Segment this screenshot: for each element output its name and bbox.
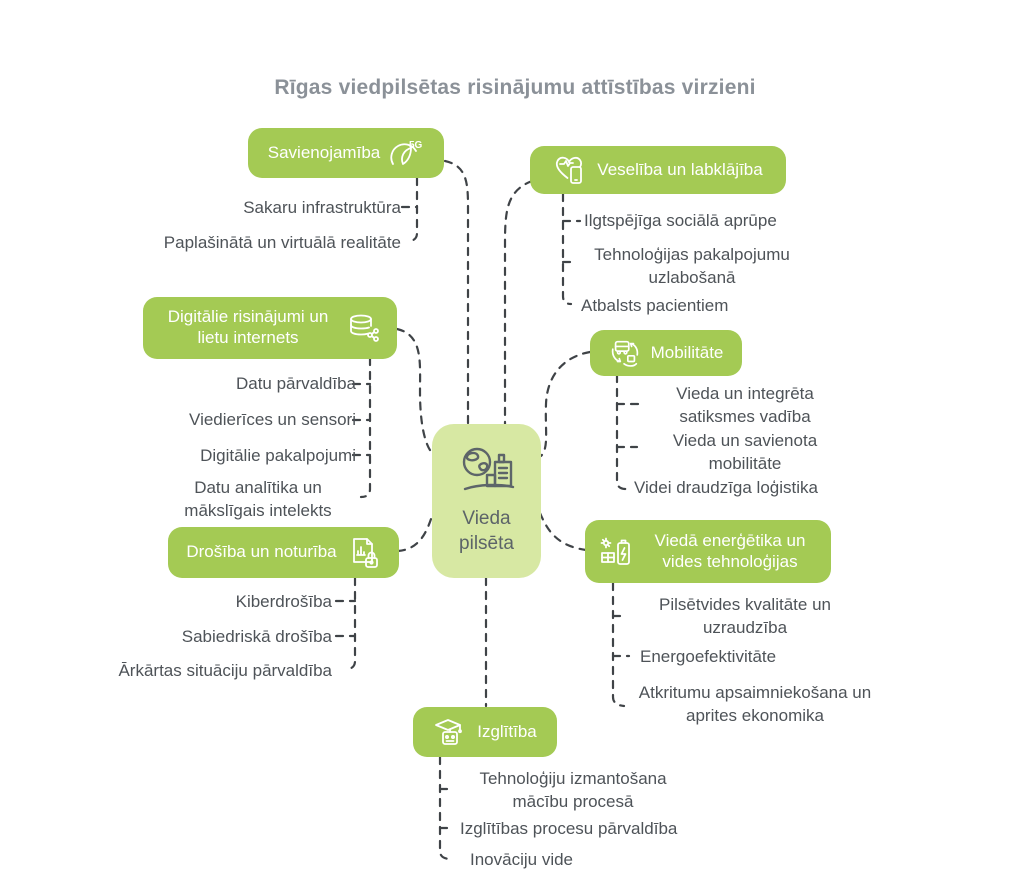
database-network-icon — [347, 312, 381, 344]
branch-label-savienojamiba: Savienojamība — [267, 142, 381, 162]
connector-izglitiba-items — [440, 757, 451, 859]
connector-drosiba-center — [398, 513, 433, 551]
item-sabiedriska-drosiba: Sabiedriskā drošība — [181, 627, 332, 646]
5g-gauge-icon — [390, 137, 424, 169]
item-inovaciju-vide: Inovāciju vide — [470, 850, 574, 869]
branch-label-mobilitate: Mobilitāte — [650, 342, 724, 362]
item-paplasinata-realitate: Paplašinātā un virtuālā realitāte — [163, 233, 401, 252]
center-node-vieda-pilseta — [432, 424, 541, 578]
branch-node-savienojamiba — [248, 128, 444, 178]
item-atkritumu-apsaimniekosana: Atkritumu apsaimniekošana un aprites ekonomika — [638, 683, 872, 725]
heart-phone-icon — [553, 154, 587, 186]
branch-node-drosiba — [168, 527, 399, 578]
item-kiberdrosiba: Kiberdrošība — [235, 592, 332, 611]
branch-node-energetika — [585, 520, 831, 583]
document-lock-icon — [347, 537, 381, 569]
connector-digitalie-items — [361, 358, 370, 497]
item-datu-analitika: Datu analītika un mākslīgais intelekts — [184, 478, 332, 520]
item-energoefektivitate: Energoefektivitāte — [640, 647, 777, 666]
item-digitalie-pakalpojumi: Digitālie pakalpojumi — [200, 446, 356, 465]
branch-node-veseliba — [530, 146, 786, 194]
page-title: Rīgas viedpilsētas risinājumu attīstības virzieni — [274, 76, 756, 99]
branch-label-energetika: Viedā enerģētika un vides tehnoloģijas — [654, 530, 806, 571]
branch-label-drosiba: Drošība un noturība — [186, 542, 337, 562]
item-savienota-mobilitate: Vieda un savienota mobilitāte — [672, 431, 818, 473]
item-sakaru-infrastruktura: Sakaru infrastruktūra — [243, 198, 401, 217]
connector-savienojamiba-center — [445, 161, 468, 424]
item-atbalsts-pacientiem: Atbalsts pacientiem — [581, 296, 729, 315]
branch-label-izglitiba: Izglītība — [477, 721, 537, 741]
connector-mobilitate-items — [617, 375, 626, 489]
item-arkartas-situacijas: Ārkārtas situāciju pārvaldība — [118, 661, 332, 680]
globe-city-icon — [455, 445, 519, 501]
connector-veseliba-center — [505, 181, 532, 424]
connector-veseliba-items — [563, 194, 571, 304]
item-viedierices-sensori: Viedierīces un sensori — [189, 410, 356, 429]
connector-drosiba-items — [346, 578, 355, 669]
branch-label-veseliba: Veselība un labklājība — [597, 159, 763, 179]
branch-node-mobilitate — [590, 330, 742, 376]
bus-sharing-icon — [609, 338, 641, 368]
item-tehnologiju-izmantosana: Tehnoloģiju izmantošana mācību procesā — [479, 769, 667, 811]
item-datu-parvaldiba: Datu pārvaldība — [235, 374, 356, 393]
center-node-label: Vieda pilsēta — [459, 508, 514, 554]
branch-node-digitalie — [143, 297, 397, 359]
graduation-robot-icon — [433, 717, 467, 747]
item-izglitibas-procesi: Izglītības procesu pārvaldība — [460, 819, 678, 838]
item-satiksmes-vadiba: Vieda un integrēta satiksmes vadība — [676, 384, 814, 426]
item-videi-draudziga-logistika: Videi draudzīga loģistika — [634, 478, 818, 497]
solar-battery-icon — [599, 536, 633, 568]
item-ilgtspejiga-aprupe: Ilgtspējīga sociālā aprūpe — [584, 211, 777, 230]
connector-digitalie-center — [397, 329, 433, 454]
connector-mobilitate-center — [541, 352, 590, 456]
branch-node-izglitiba — [413, 707, 557, 757]
connector-savienojamiba-items — [408, 178, 417, 241]
item-tehnologijas-uzlabosana: Tehnoloģijas pakalpojumu uzlabošanā — [594, 245, 790, 287]
connector-energetika-center — [540, 513, 586, 550]
svg-text:5G: 5G — [409, 140, 423, 151]
item-pilsetvides-kvalitate: Pilsētvides kvalitāte un uzraudzība — [659, 595, 831, 637]
branch-label-digitalie: Digitālie risinājumi un lietu internets — [167, 307, 329, 347]
